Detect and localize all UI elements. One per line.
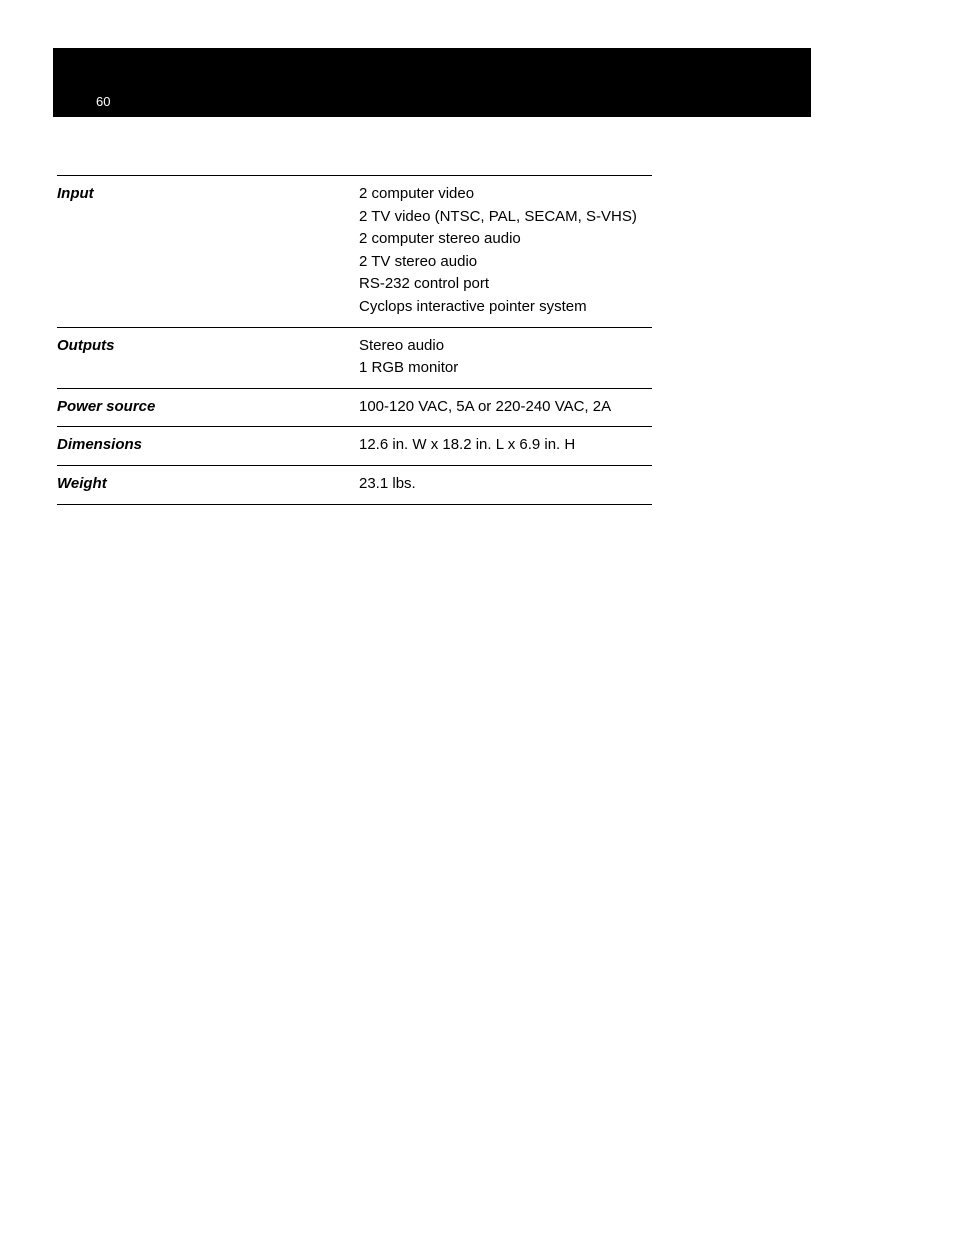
spec-value: 23.1 lbs.	[359, 474, 416, 492]
spec-value: 100-120 VAC, 5A or 220-240 VAC, 2A	[359, 397, 612, 415]
spec-values	[359, 473, 652, 496]
spec-value: Cyclops interactive pointer system	[359, 297, 587, 315]
specifications-table	[57, 175, 652, 505]
spec-row-input	[57, 176, 652, 328]
spec-row-weight	[57, 466, 652, 505]
spec-value: Stereo audio	[359, 336, 445, 354]
spec-values	[359, 434, 652, 457]
spec-label: Outputs	[57, 336, 115, 354]
spec-values	[359, 183, 652, 319]
spec-row-power-source	[57, 389, 652, 428]
spec-label: Weight	[57, 474, 107, 492]
spec-value: RS-232 control port	[359, 275, 490, 293]
spec-value: 12.6 in. W x 18.2 in. L x 6.9 in. H	[359, 436, 576, 454]
spec-value: 1 RGB monitor	[359, 359, 459, 377]
spec-values	[359, 396, 652, 419]
spec-label: Input	[57, 185, 94, 202]
spec-value: 2 computer stereo audio	[359, 230, 521, 248]
spec-label: Power source	[57, 397, 156, 415]
spec-value: 2 computer video	[359, 185, 475, 202]
page-header-bar	[53, 48, 811, 117]
spec-label: Dimensions	[57, 436, 143, 454]
spec-value: 2 TV stereo audio	[359, 252, 478, 270]
spec-value: 2 TV video (NTSC, PAL, SECAM, S-VHS)	[359, 207, 637, 225]
page-number: 60	[96, 94, 111, 109]
spec-row-outputs	[57, 328, 652, 389]
spec-values	[359, 335, 652, 380]
spec-row-dimensions	[57, 427, 652, 466]
